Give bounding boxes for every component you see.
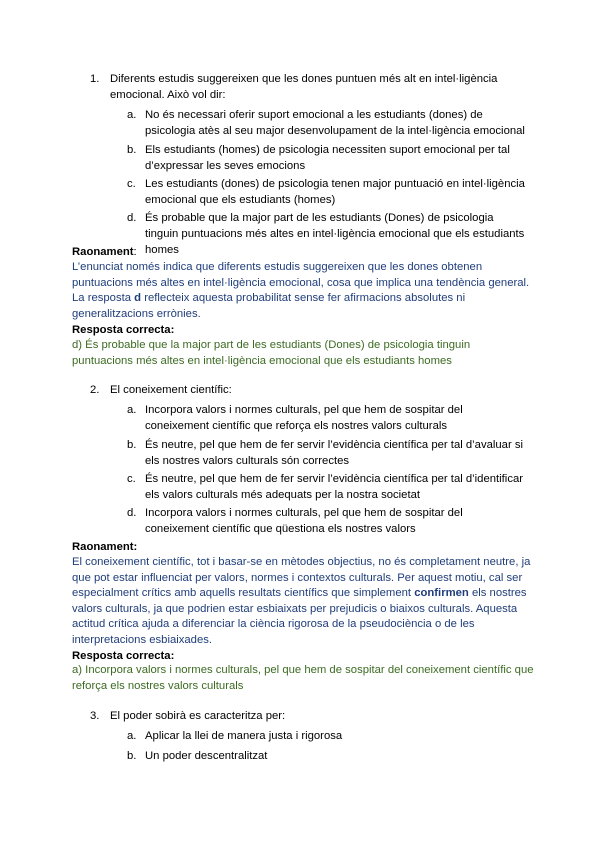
q1-option-a: No és necessari oferir suport emocional a les estudiants (dones) de psicologia atès al seu major desenvolupament de la intel·ligència emocional xyxy=(145,109,525,137)
q1-stem: Diferents estudis suggereixen que les dones puntuen més alt en intel·ligència emocional. Això vol dir: xyxy=(110,73,498,101)
q2-option-c-letter: c. xyxy=(127,473,136,485)
q3-option-a: Aplicar la llei de manera justa i rigorosa xyxy=(145,730,343,742)
q1-answer-label: Resposta correcta: xyxy=(72,324,175,336)
q2-option-d-letter: d. xyxy=(127,507,137,519)
q1-option-c: Les estudiants (dones) de psicologia tenen major puntuació en intel·ligència emocional que els estudiants (homes) xyxy=(145,178,525,206)
q1-reasoning-bold: d xyxy=(134,292,142,304)
q2-reasoning-bold: confirmen xyxy=(414,587,469,599)
q2-stem: El coneixement científic: xyxy=(110,384,232,396)
q1-option-b: Els estudiants (homes) de psicologia necessiten suport emocional per tal d’expressar les seves emocions xyxy=(145,144,510,172)
q1-reasoning-label-text: Raonament xyxy=(72,246,134,258)
q3-stem: El poder sobirà es caracteritza per: xyxy=(110,710,286,722)
q1-reasoning-label-colon: : xyxy=(133,246,137,258)
q2-option-a: Incorpora valors i normes culturals, pel que hem de sospitar del coneixement científic que reforça els nostres valors culturals xyxy=(145,404,463,432)
q1-reasoning-part2: reflecteix aquesta probabilitat sense fer afirmacions absolutes ni generalitzacions errònies. xyxy=(72,292,466,320)
q2-option-b: És neutre, pel que hem de fer servir l’evidència científica per tal d’avaluar si els nostres valors culturals són correctes xyxy=(145,439,524,467)
q1-answer: d) És probable que la major part de les estudiants (Dones) de psicologia tinguin puntuacions més altes en intel·ligència emocional que els estudiants homes xyxy=(72,339,471,367)
q3-option-b: Un poder descentralitzat xyxy=(145,750,268,762)
q2-reasoning-part2: els nostres valors culturals, ja que podrien estar esbiaixats per prejudicis o biaixos culturals. Aquesta actitud crítica ajuda a diferenciar la ciència rigorosa de la pseudociència o de les interpretacions esbiaixades. xyxy=(72,587,527,646)
q2-option-c: És neutre, pel que hem de fer servir l’evidència científica per tal d’identificar els valors culturals més adequats per la nostra societat xyxy=(145,473,524,501)
q1-option-b-letter: b. xyxy=(127,144,137,156)
q2-reasoning-label: Raonament: xyxy=(72,541,138,553)
q2-answer: a) Incorpora valors i normes culturals, pel que hem de sospitar del coneixement científic que reforça els nostres valors culturals xyxy=(72,664,534,692)
q1-reasoning-part1: L’enunciat només indica que diferents estudis suggereixen que les dones obtenen puntuacions més altes en intel·ligència emocional, cosa que implica una tendència general. La resposta xyxy=(72,261,530,304)
q1-option-d: És probable que la major part de les estudiants (Dones) de psicologia tinguin puntuacions més altes en intel·ligència emocional que els estudiants homes xyxy=(145,212,525,256)
q2-answer-label: Resposta correcta: xyxy=(72,650,175,662)
q3-number: 3. xyxy=(90,710,100,722)
q1-option-a-letter: a. xyxy=(127,109,137,121)
q1-option-c-letter: c. xyxy=(127,178,136,190)
q2-reasoning xyxy=(72,555,534,648)
q2-reasoning-part1: El coneixement científic, tot i basar-se en mètodes objectius, no és completament neutre, ja que pot estar influenciat per valors, normes i contextos culturals. Per aquest motiu, cal ser especialment crítics amb aquells resultats científics que simplement xyxy=(72,556,531,599)
q2-number: 2. xyxy=(90,384,100,396)
q3-option-a-letter: a. xyxy=(127,730,137,742)
q2-option-d: Incorpora valors i normes culturals, pel que hem de sospitar del coneixement científic que qüestiona els nostres valors xyxy=(145,507,463,535)
q3-option-b-letter: b. xyxy=(127,750,137,762)
q2-option-b-letter: b. xyxy=(127,439,137,451)
q1-number: 1. xyxy=(90,73,100,85)
q1-reasoning xyxy=(72,260,534,322)
q1-option-d-letter: d. xyxy=(127,212,137,224)
q2-option-a-letter: a. xyxy=(127,404,137,416)
q1-reasoning-label xyxy=(72,245,137,260)
